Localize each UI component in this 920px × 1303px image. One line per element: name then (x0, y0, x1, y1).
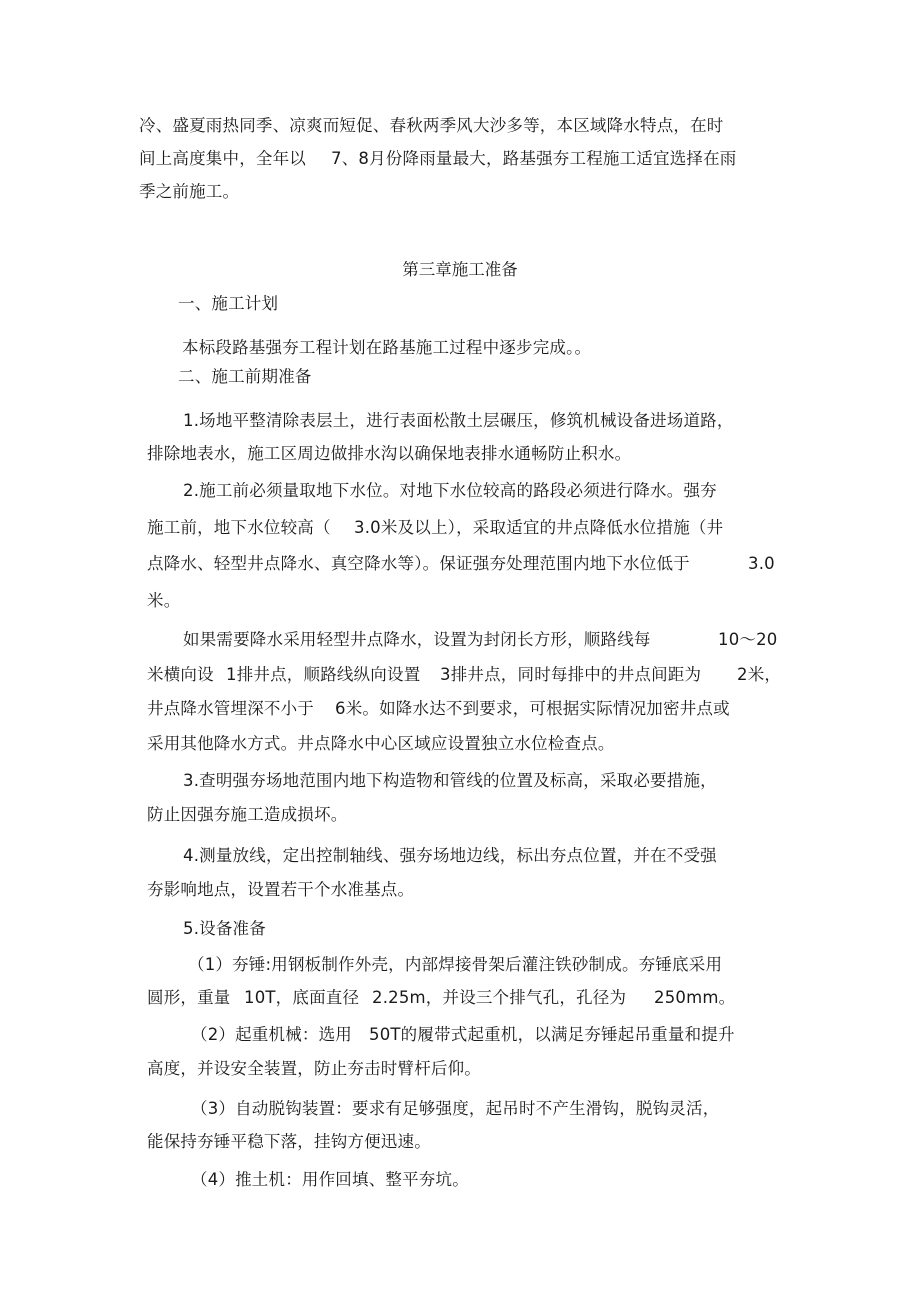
intro-line-2a: 间上高度集中，全年以 (139, 149, 306, 168)
sub1-line-2c: 2.25m，并设三个排气孔，孔径为 (372, 988, 627, 1007)
dewater-line-3b: 6米。如降水达不到要求，可根据实际情况加密井点或 (335, 699, 730, 718)
item2-line-3a: 点降水、轻型井点降水、真空降水等）。保证强夯处理范围内地下水位低于 (147, 554, 690, 573)
dewater-line-2a: 米横向设 (147, 665, 214, 684)
item3-line-2: 防止因强夯施工造成损坏。 (147, 805, 348, 824)
intro-line-1: 冷、盛夏雨热同季、凉爽而短促、春秋两季风大沙多等，本区域降水特点，在时 (139, 116, 724, 135)
item3-line-1: 3.查明强夯场地范围内地下构造物和管线的位置及标高，采取必要措施， (183, 771, 717, 790)
section1-body: 本标段路基强夯工程计划在路基施工过程中逐步完成。。 (182, 338, 592, 357)
sub1-line-2b: 10T，底面直径 (244, 988, 360, 1007)
item2-line-3b: 3.0 (748, 554, 775, 573)
sub3-line-1: （3）自动脱钩装置：要求有足够强度，起吊时不产生滑钩，脱钩灵活， (191, 1099, 720, 1118)
sub1-line-1: （1）夯锤:用钢板制作外壳，内部焊接骨架后灌注铁砂制成。夯锤底采用 (188, 955, 723, 974)
dewater-line-4: 采用其他降水方式。井点降水中心区域应设置独立水位检查点。 (147, 734, 615, 753)
chapter-title: 第三章施工准备 (402, 260, 518, 279)
item4-line-2: 夯影响地点，设置若干个水准基点。 (147, 880, 415, 899)
dewater-line-1b: 10～20 (718, 630, 778, 649)
intro-line-2b: 7、8月份降雨量最大，路基强夯工程施工适宜选择在雨 (331, 149, 737, 168)
item5-heading: 5.设备准备 (183, 919, 266, 938)
section1-heading: 一、施工计划 (178, 294, 279, 313)
item2-line-2a: 施工前，地下水位较高（ (147, 518, 331, 537)
sub1-line-2d: 250mm。 (654, 988, 736, 1007)
intro-line-3: 季之前施工。 (139, 182, 240, 201)
section2-heading: 二、施工前期准备 (178, 367, 312, 386)
sub2-line-1a: （2）起重机械：选用 (191, 1025, 352, 1044)
sub2-line-1b: 50T的履带式起重机，以满足夯锤起吊重量和提升 (369, 1025, 735, 1044)
item4-line-1: 4.测量放线，定出控制轴线、强夯场地边线，标出夯点位置，并在不受强 (183, 846, 717, 865)
item1-line-1: 1.场地平整清除表层土，进行表面松散土层碾压，修筑机械设备进场道路， (183, 411, 734, 430)
sub4-line-1: （4）推土机：用作回填、整平夯坑。 (191, 1170, 469, 1189)
sub3-line-2: 能保持夯锤平稳下落，挂钩方便迅速。 (147, 1132, 431, 1151)
item2-line-1: 2.施工前必须量取地下水位。对地下水位较高的路段必须进行降水。强夯 (183, 481, 717, 500)
dewater-line-2d: 2米， (737, 665, 782, 684)
item1-line-2: 排除地表水，施工区周边做排水沟以确保地表排水通畅防止积水。 (147, 444, 632, 463)
sub1-line-2a: 圆形，重量 (147, 988, 231, 1007)
dewater-line-2c: 3排井点，同时每排中的井点间距为 (440, 665, 702, 684)
dewater-line-2b: 1排井点，顺路线纵向设置 (226, 665, 421, 684)
dewater-line-3a: 井点降水管埋深不小于 (147, 699, 314, 718)
sub2-line-2: 高度，并设安全装置，防止夯击时臂杆后仰。 (147, 1059, 481, 1078)
item2-line-4: 米。 (147, 591, 181, 610)
dewater-line-1a: 如果需要降水采用轻型井点降水，设置为封闭长方形，顺路线每 (183, 630, 651, 649)
item2-line-2b: 3.0米及以上），采取适宜的井点降低水位措施（井 (354, 518, 724, 537)
